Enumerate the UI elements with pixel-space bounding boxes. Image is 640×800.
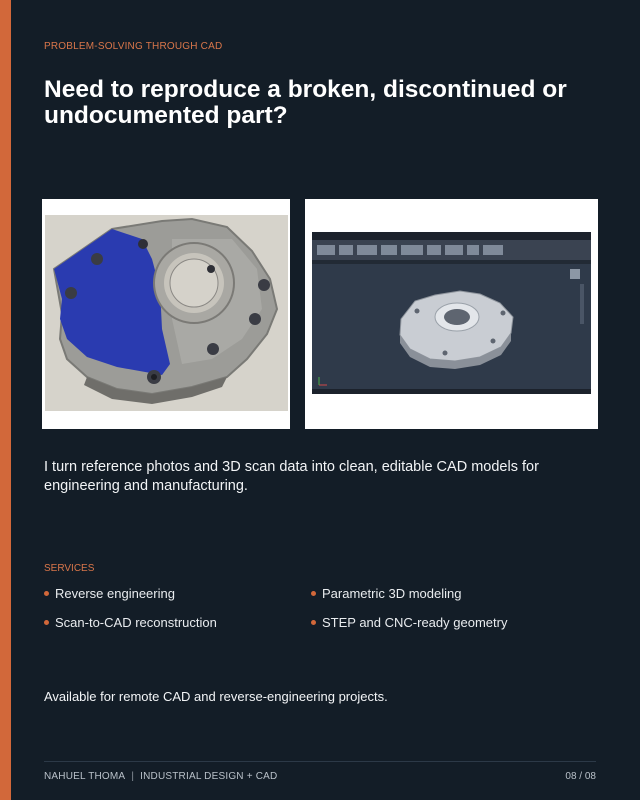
accent-bar — [0, 0, 11, 800]
availability-note: Available for remote CAD and reverse-engineering projects. — [44, 689, 388, 704]
service-item-parametric-modeling — [311, 586, 461, 601]
service-label: Scan-to-CAD reconstruction — [55, 615, 217, 630]
cad-screenshot — [305, 199, 598, 429]
discipline: INDUSTRIAL DESIGN + CAD — [140, 771, 278, 782]
services-label: SERVICES — [44, 563, 95, 574]
eyebrow-label: PROBLEM-SOLVING THROUGH CAD — [44, 41, 223, 52]
intro-paragraph: I turn reference photos and 3D scan data into clean, editable CAD models for engineering and manufacturing. — [44, 459, 539, 494]
service-label: Reverse engineering — [55, 586, 175, 601]
author-name: NAHUEL THOMA — [44, 771, 126, 782]
page-title: Need to reproduce a broken, discontinued or undocumented part? — [44, 76, 567, 129]
service-label: Parametric 3D modeling — [322, 586, 462, 601]
service-item-step-cnc — [311, 615, 507, 630]
cad-screenshot-image — [305, 199, 598, 429]
service-label: STEP and CNC-ready geometry — [322, 615, 508, 630]
footer-separator: | — [131, 771, 135, 782]
footer-credit — [44, 771, 277, 782]
service-item-reverse-engineering — [44, 586, 175, 601]
bullet-icon — [44, 620, 49, 625]
bullet-icon — [44, 591, 49, 596]
part-photo — [42, 199, 290, 429]
bullet-icon — [311, 620, 316, 625]
bullet-icon — [311, 591, 316, 596]
service-item-scan-to-cad — [44, 615, 217, 630]
part-photo-image — [42, 199, 290, 429]
footer-divider — [44, 761, 596, 762]
page-number: 08 / 08 — [565, 771, 596, 782]
